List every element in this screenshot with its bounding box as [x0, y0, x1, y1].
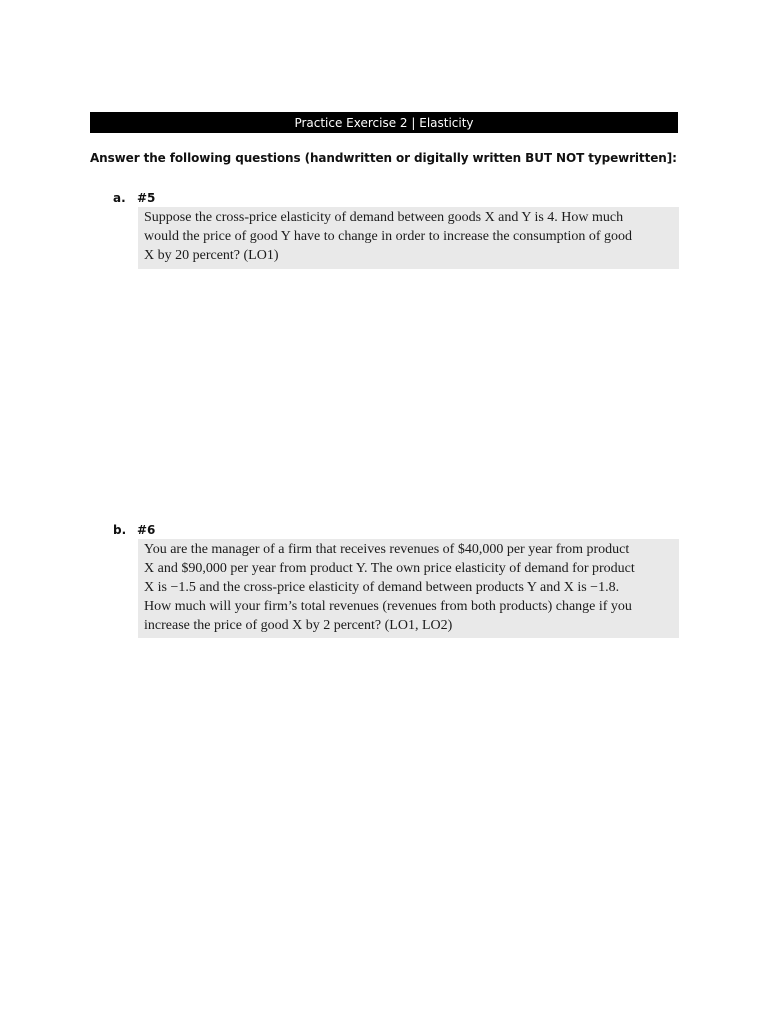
question-b-label	[113, 523, 155, 537]
question-b-line: X and $90,000 per year from product Y. The own price elasticity of demand for product	[144, 561, 635, 576]
question-a-text-box	[138, 207, 679, 269]
question-a-line: would the price of good Y have to change in order to increase the consumption of good	[144, 229, 633, 244]
question-b-line: increase the price of good X by 2 percent? (LO1, LO2)	[144, 618, 453, 633]
question-b-line: You are the manager of a firm that receives revenues of $40,000 per year from product	[144, 542, 630, 557]
question-a-letter: a.	[113, 191, 126, 205]
question-a-label	[113, 191, 155, 205]
instructions-text: Answer the following questions (handwritten or digitally written BUT NOT typewritten]:	[90, 151, 677, 165]
question-a-line: X by 20 percent? (LO1)	[144, 248, 279, 263]
question-b-number: #6	[137, 523, 156, 537]
question-a-line: Suppose the cross-price elasticity of demand between goods X and Y is 4. How much	[144, 210, 624, 225]
page-title: Practice Exercise 2 | Elasticity	[294, 115, 474, 130]
question-b-text-box	[138, 539, 679, 638]
question-b-letter: b.	[113, 523, 127, 537]
page-title-bar	[90, 112, 678, 133]
question-b-line: X is −1.5 and the cross-price elasticity of demand between products Y and X is −1.8.	[144, 580, 620, 595]
question-b-line: How much will your firm’s total revenues (revenues from both products) change if you	[144, 599, 632, 614]
question-a-number: #5	[137, 191, 156, 205]
